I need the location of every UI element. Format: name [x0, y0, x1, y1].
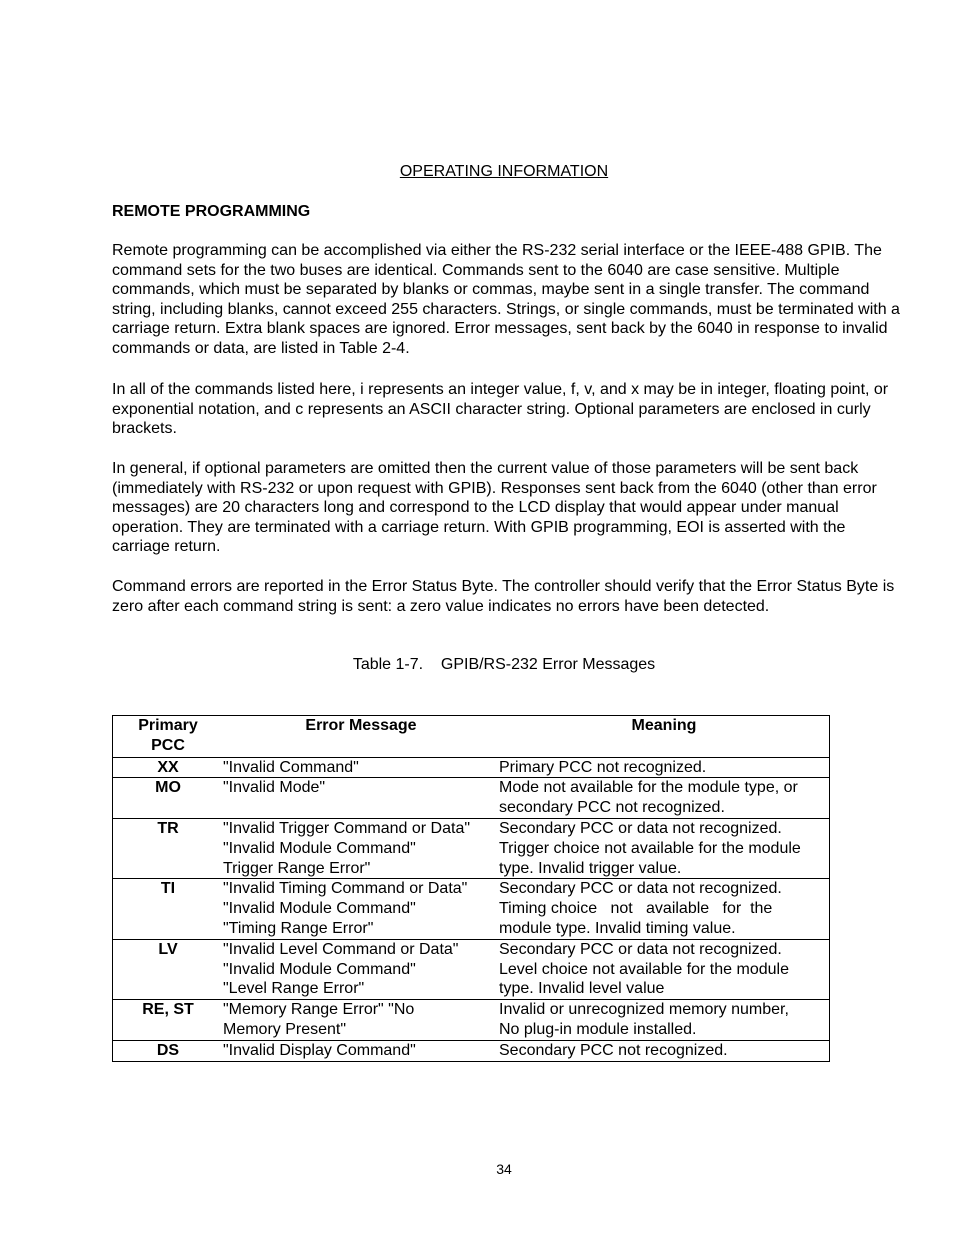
header-meaning: Meaning — [499, 716, 830, 758]
meaning-line: Mode not available for the module type, or — [499, 779, 798, 797]
message-line: "Invalid Module Command" — [223, 839, 416, 857]
row-error-message — [223, 757, 499, 778]
message-line: Memory Present" — [223, 1020, 347, 1038]
row-pcc: LV — [113, 939, 224, 999]
error-messages-table — [112, 715, 830, 1062]
row-error-message — [223, 1040, 499, 1061]
table-caption: Table 1-7. GPIB/RS-232 Error Messages — [352, 656, 656, 673]
row-meaning — [499, 778, 830, 819]
row-meaning — [499, 1040, 830, 1061]
remote-programming-heading: REMOTE PROGRAMMING — [112, 203, 311, 220]
meaning-line: Primary PCC not recognized. — [499, 758, 707, 776]
header-pcc-line2: PCC — [151, 736, 185, 754]
row-error-message — [223, 1000, 499, 1041]
meaning-line: type. Invalid trigger value. — [499, 859, 682, 877]
row-pcc: TR — [113, 818, 224, 878]
table-row — [113, 1000, 830, 1041]
row-meaning — [499, 818, 830, 878]
paragraph-intro: Remote programming can be accomplished via either the RS-232 serial interface or the IEEE-488 GPIB. The command sets for the two buses are identical. Commands sent to the 6040 are case sensitive. Multiple commands, which must be separated by blanks or commas, maybe sent in a single transfer. The command string, including blanks, cannot exceed 255 characters. Strings, or single commands, must be terminated with a carriage return. Extra blank spaces are ignored. Error messages, sent back by the 6040 in response to invalid commands or data, are listed in Table 2-4. — [112, 242, 900, 357]
table-row — [113, 939, 830, 999]
meaning-line: No plug-in module installed. — [499, 1020, 697, 1038]
meaning-line: Trigger choice not available for the module — [499, 839, 801, 857]
row-pcc: DS — [113, 1040, 224, 1061]
meaning-line: Level choice not available for the module — [499, 960, 789, 978]
message-line: "Invalid Module Command" — [223, 960, 416, 978]
row-pcc: TI — [113, 879, 224, 939]
table-row — [113, 778, 830, 819]
row-meaning — [499, 1000, 830, 1041]
message-line: "Invalid Mode" — [223, 779, 326, 797]
meaning-line: secondary PCC not recognized. — [499, 799, 725, 817]
message-line: "Memory Range Error" "No — [223, 1001, 415, 1019]
table-row — [113, 1040, 830, 1061]
row-error-message — [223, 818, 499, 878]
meaning-line: Invalid or unrecognized memory number, — [499, 1001, 789, 1019]
table-row — [113, 879, 830, 939]
page-number: 34 — [496, 1161, 512, 1177]
meaning-line: Secondary PCC or data not recognized. — [499, 940, 782, 958]
meaning-line: Secondary PCC or data not recognized. — [499, 819, 782, 837]
paragraph-error-status: Command errors are reported in the Error Status Byte. The controller should verify that the Error Status Byte is zero after each command string is sent: a zero value indicates no errors have been detected. — [112, 578, 895, 615]
meaning-line: Secondary PCC not recognized. — [499, 1041, 728, 1059]
table-row — [113, 818, 830, 878]
message-line: Trigger Range Error" — [223, 859, 371, 877]
row-meaning — [499, 879, 830, 939]
paragraph-notation: In all of the commands listed here, i represents an integer value, f, v, and x may be in integer, floating point, or exponential notation, and c represents an ASCII character string. Optional parameters are enclosed in curly brackets. — [112, 381, 889, 438]
table-row — [113, 757, 830, 778]
meaning-line: Timing choice not available for the — [499, 900, 773, 918]
message-line: "Invalid Trigger Command or Data" — [223, 819, 471, 837]
row-error-message — [223, 939, 499, 999]
section-title: OPERATING INFORMATION — [399, 163, 609, 180]
row-pcc: RE, ST — [113, 1000, 224, 1041]
meaning-line: Secondary PCC or data not recognized. — [499, 880, 782, 898]
meaning-line: type. Invalid level value — [499, 980, 665, 998]
row-meaning — [499, 757, 830, 778]
header-pcc-line1: Primary — [138, 717, 198, 734]
message-line: "Invalid Timing Command or Data" — [223, 880, 468, 898]
message-line: "Invalid Module Command" — [223, 900, 416, 918]
message-line: "Invalid Command" — [223, 758, 359, 776]
row-pcc: XX — [113, 757, 224, 778]
table-header-row — [113, 716, 830, 758]
message-line: "Timing Range Error" — [223, 919, 374, 937]
row-meaning — [499, 939, 830, 999]
message-line: "Invalid Level Command or Data" — [223, 940, 459, 958]
row-error-message — [223, 879, 499, 939]
message-line: "Level Range Error" — [223, 980, 365, 998]
paragraph-optional-params: In general, if optional parameters are omitted then the current value of those parameters will be sent back (immediately with RS-232 or upon request with GPIB). Responses sent back from the 6040 (other than error messages) are 20 characters long and correspond to the LCD display that would appear under manual operation. They are terminated with a carriage return. With GPIB programming, EOI is asserted with the carriage return. — [112, 460, 877, 556]
row-pcc: MO — [113, 778, 224, 819]
row-error-message — [223, 778, 499, 819]
header-error-message: Error Message — [223, 716, 499, 758]
message-line: "Invalid Display Command" — [223, 1041, 416, 1059]
meaning-line: module type. Invalid timing value. — [499, 919, 736, 937]
header-primary-pcc — [113, 716, 224, 758]
